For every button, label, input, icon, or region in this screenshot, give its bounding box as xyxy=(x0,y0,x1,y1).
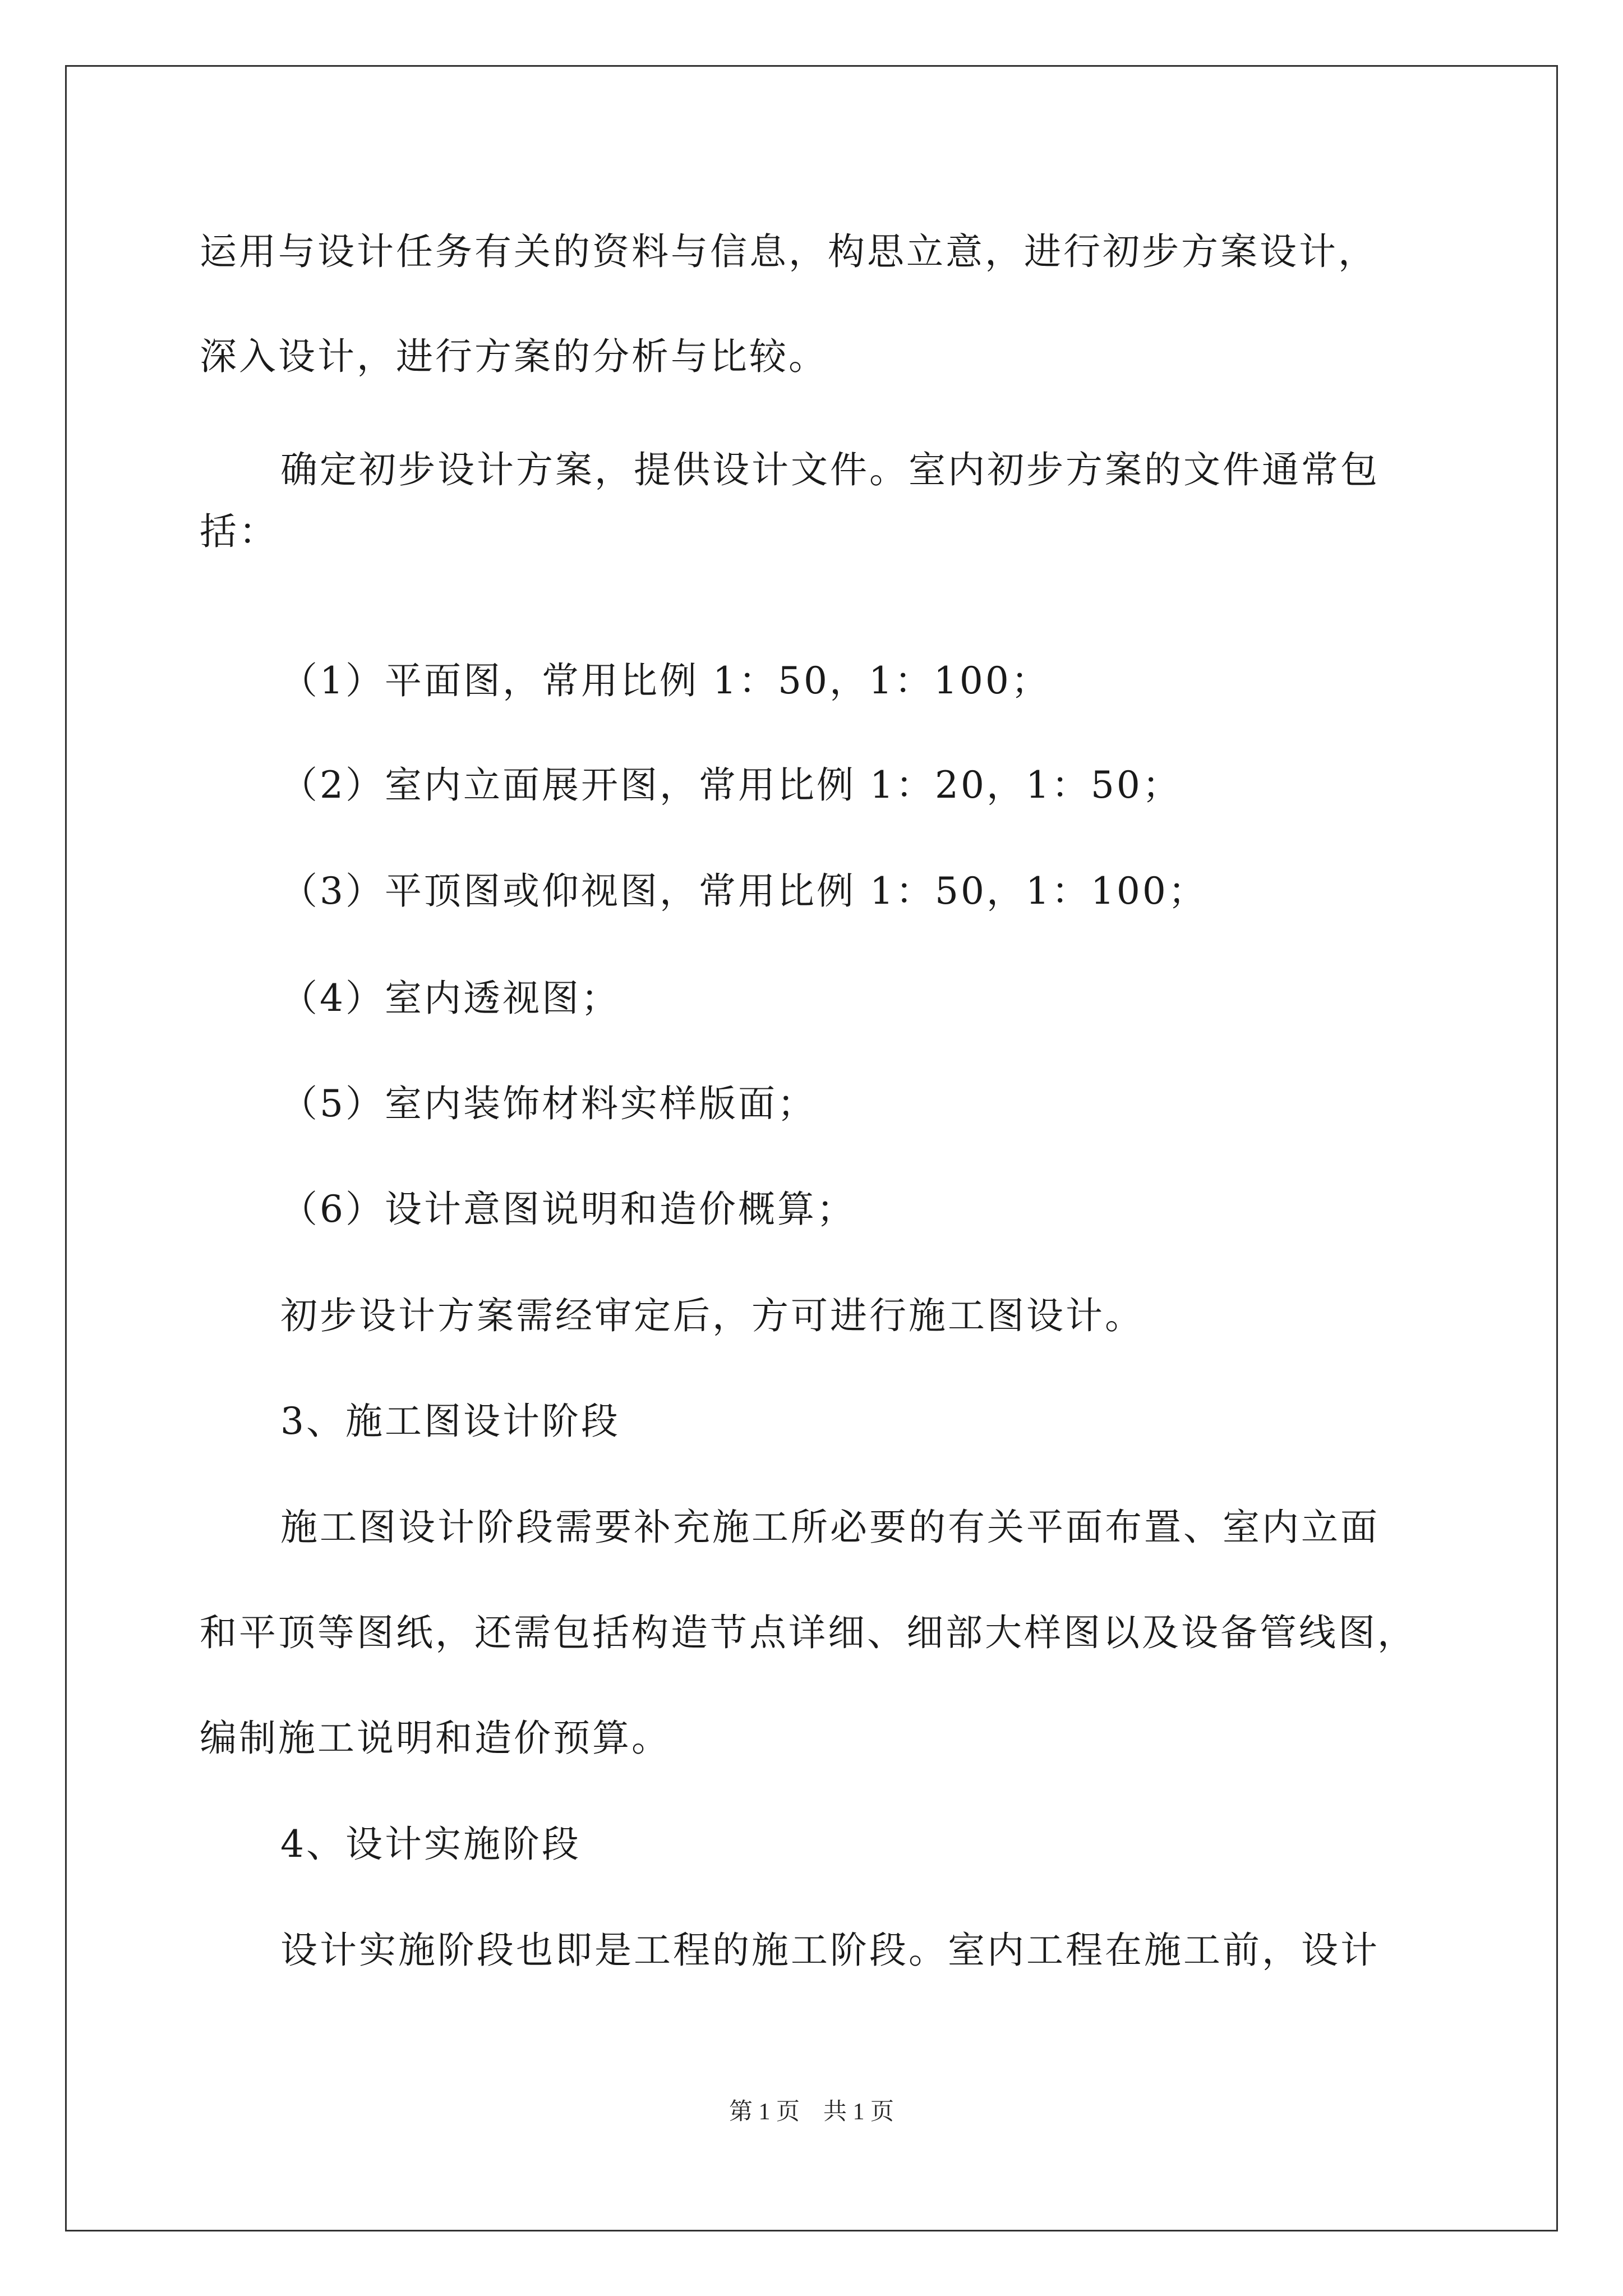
list-item-2: （2）室内立面展开图，常用比例 1：20，1：50； xyxy=(280,763,1182,807)
body-line-6: 施工图设计阶段需要补充施工所必要的有关平面布置、室内立面 xyxy=(280,1506,1380,1549)
body-line-2: 深入设计，进行方案的分析与比较。 xyxy=(200,335,828,378)
body-line-7: 和平顶等图纸，还需包括构造节点详细、细部大样图以及设备管线图， xyxy=(200,1611,1417,1654)
body-line-3: 确定初步设计方案，提供设计文件。室内初步方案的文件通常包 xyxy=(280,448,1380,491)
section-heading-4: 4、设计实施阶段 xyxy=(280,1823,581,1866)
body-line-4: 括： xyxy=(200,510,278,553)
list-item-3: （3）平顶图或仰视图，常用比例 1：50，1：100； xyxy=(280,869,1207,913)
body-line-9: 设计实施阶段也即是工程的施工阶段。室内工程在施工前，设计 xyxy=(280,1929,1380,1972)
list-item-4: （4）室内透视图； xyxy=(280,977,620,1020)
page-border xyxy=(65,65,1558,2231)
body-line-1: 运用与设计任务有关的资料与信息，构思立意，进行初步方案设计， xyxy=(200,230,1377,273)
list-item-6: （6）设计意图说明和造价概算； xyxy=(280,1188,856,1231)
list-item-1: （1）平面图，常用比例 1：50，1：100； xyxy=(280,659,1050,702)
section-heading-3: 3、施工图设计阶段 xyxy=(280,1400,620,1443)
body-line-5: 初步设计方案需经审定后，方可进行施工图设计。 xyxy=(280,1294,1144,1337)
page-footer: 第 1 页 共 1 页 xyxy=(728,2099,894,2125)
body-line-8: 编制施工说明和造价预算。 xyxy=(200,1717,671,1760)
list-item-5: （5）室内装饰材料实样版面； xyxy=(280,1082,817,1125)
